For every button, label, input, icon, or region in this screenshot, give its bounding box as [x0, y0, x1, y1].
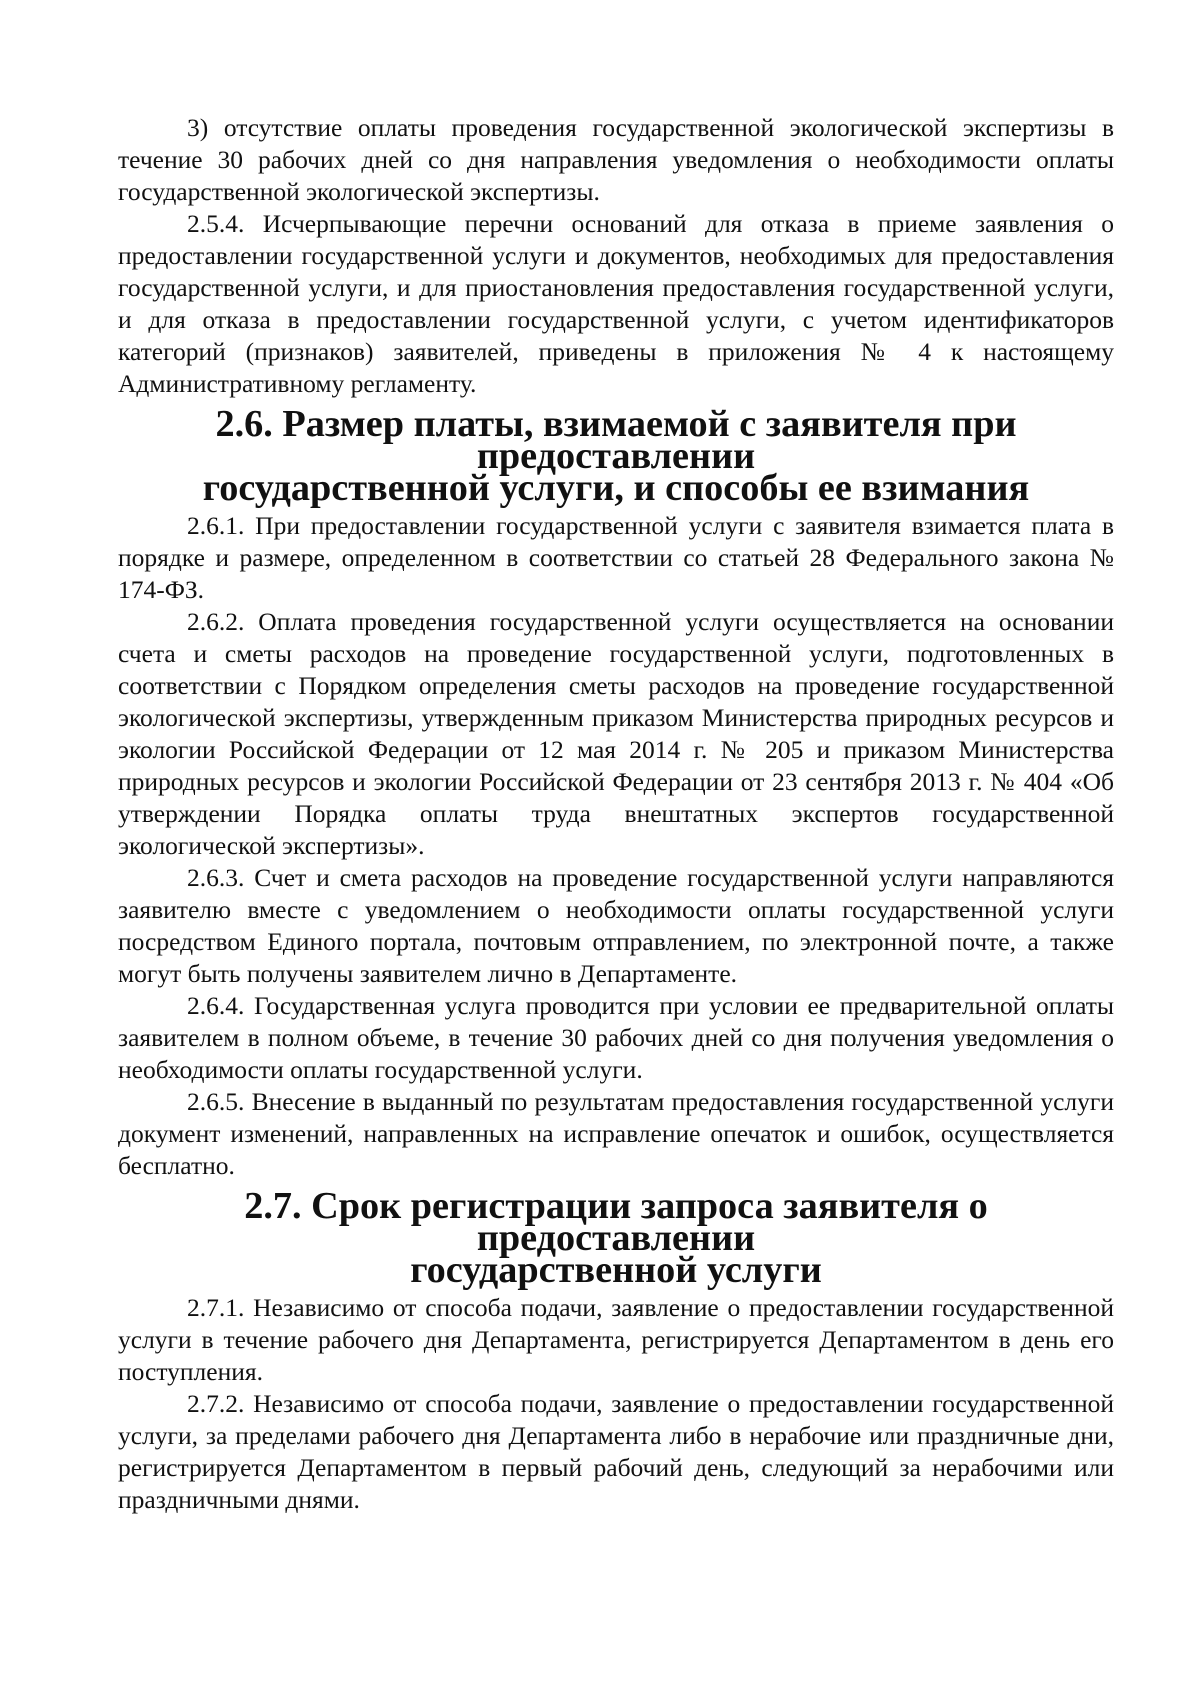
paragraph-2-6-2: 2.6.2. Оплата проведения государственной услуги осуществляется на основании счета и сметы расходов на проведение государственной услуги, подготовленных в соответствии с Порядком определения сметы расходов на проведение государственной экологической экспертизы, утвержденным приказом Министерства природных ресурсов и экологии Российской Федерации от 12 мая 2014 г. № 205 и приказом Министерства природных ресурсов и экологии Российской Федерации от 23 сентября 2013 г. № 404 «Об утверждении Порядка оплаты труда внештатных экспертов государственной экологической экспертизы». — [118, 607, 1114, 860]
section-heading-2-6-line1: 2.6. Размер платы, взимаемой с заявителя при предоставлении — [215, 403, 1017, 477]
paragraph-2-6-5: 2.6.5. Внесение в выданный по результатам предоставления государственной услуги документ изменений, направленных на исправление опечаток и ошибок, осуществляется бесплатно. — [118, 1087, 1114, 1180]
paragraph-2-6-1: 2.6.1. При предоставлении государственной услуги с заявителя взимается плата в порядке и размере, определенном в соответствии со статьей 28 Федерального закона № 174-ФЗ. — [118, 511, 1114, 604]
section-heading-2-6 — [118, 403, 1114, 509]
paragraph-2-5-4: 2.5.4. Исчерпывающие перечни оснований для отказа в приеме заявления о предоставлении государственной услуги и документов, необходимых для предоставления государственной услуги, и для приостановления предоставления государственной услуги, и для отказа в предоставлении государственной услуги, с учетом идентификаторов категорий (признаков) заявителей, приведены в приложения № 4 к настоящему Административному регламенту. — [118, 209, 1114, 398]
section-heading-2-6-line2: государственной услуги, и способы ее взимания — [202, 467, 1030, 509]
section-heading-2-7-line1: 2.7. Срок регистрации запроса заявителя о предоставлении — [244, 1185, 988, 1259]
paragraph-2-6-4: 2.6.4. Государственная услуга проводится при условии ее предварительной оплаты заявителем в полном объеме, в течение 30 рабочих дней со дня получения уведомления о необходимости оплаты государственной услуги. — [118, 991, 1114, 1084]
paragraph-2-7-2: 2.7.2. Независимо от способа подачи, заявление о предоставлении государственной услуги, за пределами рабочего дня Департамента либо в нерабочие или праздничные дни, регистрируется Департаментом в первый рабочий день, следующий за нерабочими или праздничными днями. — [118, 1389, 1114, 1514]
section-heading-2-7 — [118, 1185, 1114, 1291]
document-body — [118, 112, 1114, 1516]
paragraph-2-6-3: 2.6.3. Счет и смета расходов на проведение государственной услуги направляются заявителю вместе с уведомлением о необходимости оплаты государственной услуги посредством Единого портала, почтовым отправлением, по электронной почте, а также могут быть получены заявителем лично в Департаменте. — [118, 863, 1114, 988]
paragraph-2-7-1: 2.7.1. Независимо от способа подачи, заявление о предоставлении государственной услуги в течение рабочего дня Департамента, регистрируется Департаментом в день его поступления. — [118, 1293, 1114, 1386]
section-heading-2-7-line2: государственной услуги — [410, 1249, 822, 1291]
paragraph-item-3: 3) отсутствие оплаты проведения государственной экологической экспертизы в течение 30 рабочих дней со дня направления уведомления о необходимости оплаты государственной экологической экспертизы. — [118, 113, 1114, 206]
